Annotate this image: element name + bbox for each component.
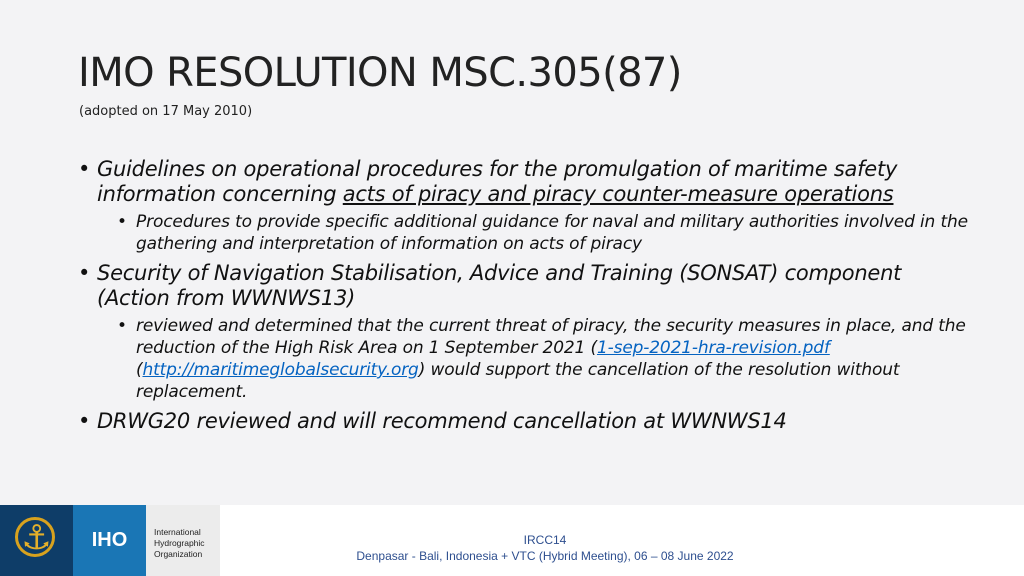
sub-bullet-item (78, 315, 978, 403)
footer (0, 505, 1024, 576)
anchor-emblem-icon: ⚓ (21, 518, 52, 558)
bullet-icon: • (117, 212, 127, 232)
bullet-icon: • (78, 409, 91, 433)
pdf-link[interactable]: 1-sep-2021-hra-revision.pdf (596, 338, 830, 358)
slide-subtitle: (adopted on 17 May 2010) (79, 104, 253, 119)
bullet-item (78, 409, 978, 434)
org-name-line: Organization (154, 549, 203, 559)
underlined-text: acts of piracy and piracy counter-measure operations (342, 182, 894, 206)
bullet-text: Security of Navigation Stabilisation, Advice and Training (SONSAT) component (Action from WWNWS13) (97, 261, 902, 310)
bullet-item (78, 261, 978, 311)
bullet-icon: • (78, 157, 91, 181)
sub-bullet-text: Procedures to provide specific additional guidance for naval and military authorities involved in the gathering and interpretation of information on acts of piracy (136, 212, 968, 254)
iho-emblem (0, 505, 73, 576)
footer-location: Denpasar - Bali, Indonesia + VTC (Hybrid Meeting), 06 – 08 June 2022 (356, 549, 734, 563)
sub-bullet-text-end: ) would support the cancellation of the resolution without replacement. (136, 360, 900, 402)
bullet-text: Guidelines on operational procedures for the promulgation of maritime safety information concerning (97, 157, 898, 206)
org-name-line: International (154, 527, 201, 537)
bullet-list (78, 157, 978, 438)
bullet-icon: • (78, 261, 91, 285)
sub-bullet-text: reviewed and determined that the current threat of piracy, the security measures in place, and the reduction of the High Risk Area on 1 September 2021 ( (136, 316, 966, 358)
bullet-text: DRWG20 reviewed and will recommend cancellation at WWNWS14 (97, 409, 787, 433)
bullet-icon: • (117, 316, 127, 336)
org-name-line: Hydrographic (154, 538, 205, 548)
bullet-item (78, 157, 978, 207)
iho-logo-text: IHO (91, 529, 128, 551)
paren-text: ( (136, 360, 143, 380)
sub-bullet-item (78, 211, 978, 255)
org-name-block (146, 505, 220, 576)
slide-title: IMO RESOLUTION MSC.305(87) (78, 50, 682, 96)
footer-event: IRCC14 (523, 533, 567, 547)
iho-logo (73, 505, 146, 576)
website-link[interactable]: http://maritimeglobalsecurity.org (142, 360, 419, 380)
